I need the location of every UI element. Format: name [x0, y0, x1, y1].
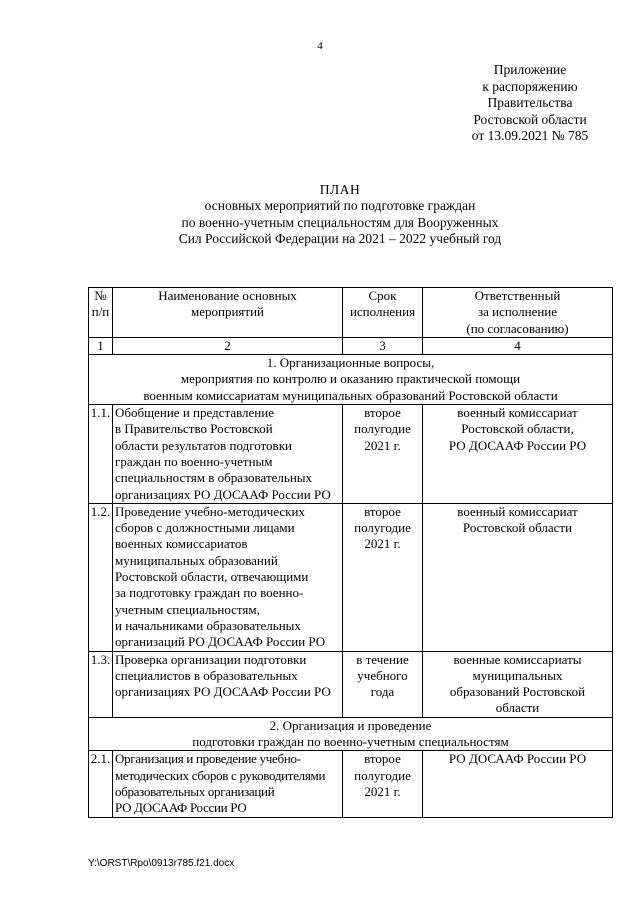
- section-row: [89, 355, 613, 405]
- section-1-title: [89, 355, 613, 405]
- row-name-line: организаций РО ДОСААФ России РО: [115, 634, 326, 650]
- column-number: 3: [343, 337, 423, 354]
- row-responsible-line: образований Ростовской: [449, 684, 586, 700]
- row-name-line: учетным специальностям,: [115, 601, 260, 617]
- row-term: [343, 651, 423, 717]
- row-number: 1.2.: [89, 503, 113, 651]
- plan-subtitle-line: основных мероприятий по подготовке граждан: [204, 198, 476, 214]
- plan-heading: [40, 182, 640, 247]
- table-row: [89, 503, 613, 651]
- header-text: мероприятий: [191, 304, 264, 320]
- header-num: [89, 288, 113, 338]
- appendix-line: Правительства: [487, 95, 573, 110]
- row-name: [113, 405, 343, 504]
- row-name: [113, 651, 343, 717]
- row-term-line: второе: [364, 405, 401, 421]
- plan-subtitle-line: Сил Российской Федерации на 2021 – 2022 учебный год: [178, 230, 502, 246]
- row-term-line: 2021 г.: [364, 437, 401, 453]
- row-number: 1.1.: [89, 405, 113, 504]
- row-term-line: второе: [364, 503, 401, 519]
- row-name: [113, 503, 343, 651]
- row-term-line: учебного: [357, 667, 408, 683]
- row-name-line: военных комиссариатов: [115, 536, 248, 552]
- appendix-line: Ростовской области: [473, 111, 587, 127]
- header-name: [113, 288, 343, 338]
- row-term: [343, 751, 423, 817]
- row-responsible-line: области: [495, 700, 540, 716]
- row-term-line: полугодие: [354, 767, 411, 783]
- section-row: [89, 717, 613, 751]
- plan-subtitle-line: по военно-учетным специальностям для Вооруженных: [181, 214, 499, 230]
- column-number-row: [89, 337, 613, 354]
- row-name-line: Ростовской области, отвечающими: [115, 569, 309, 585]
- row-responsible-line: муниципальных: [472, 667, 563, 683]
- row-name-line: муниципальных образований: [115, 552, 278, 568]
- row-term-line: полугодие: [354, 421, 411, 437]
- row-responsible: [423, 503, 613, 651]
- row-number: 2.1.: [89, 751, 113, 817]
- row-name-line: специальностям в образовательных: [115, 470, 313, 486]
- row-term: [343, 503, 423, 651]
- section-line: 1. Организационные вопросы,: [266, 355, 435, 371]
- row-responsible: [423, 751, 613, 817]
- row-name-line: Проведение учебно-методических: [115, 503, 305, 519]
- header-text: Ответственный: [474, 288, 561, 303]
- row-name-line: граждан по военно-учетным: [115, 453, 273, 469]
- header-responsible: [423, 288, 613, 338]
- table-row: [89, 751, 613, 817]
- table-row: [89, 651, 613, 717]
- row-name-line: Организация и проведение учебно-: [115, 751, 301, 767]
- header-text: Наименование основных: [158, 288, 297, 303]
- row-responsible-line: Ростовской области,: [461, 421, 574, 437]
- appendix-line: Приложение: [493, 62, 567, 77]
- row-name-line: РО ДОСААФ России РО: [115, 800, 247, 816]
- row-number: 1.3.: [89, 651, 113, 717]
- row-name-line: сборов с должностными лицами: [115, 520, 295, 536]
- header-text: №: [94, 288, 107, 303]
- row-responsible-line: военный комиссариат: [457, 503, 578, 519]
- row-name-line: и начальниками образовательных: [115, 617, 301, 633]
- section-line: 2. Организация и проведение: [269, 717, 432, 733]
- row-name-line: за подготовку граждан по военно-: [115, 585, 304, 601]
- header-text: исполнения: [349, 304, 416, 320]
- section-2-title: [89, 717, 613, 751]
- header-text: п/п: [91, 304, 110, 320]
- appendix-line: от 13.09.2021 № 785: [471, 128, 589, 143]
- row-name-line: Проверка организации подготовки: [115, 651, 307, 667]
- column-number: 1: [89, 337, 113, 354]
- row-responsible-line: военные комиссариаты: [453, 651, 582, 667]
- page-number: 4: [317, 40, 323, 52]
- row-responsible-line: военный комиссариат: [457, 405, 578, 421]
- row-responsible-line: РО ДОСААФ России РО: [448, 437, 587, 453]
- header-term: [343, 288, 423, 338]
- appendix-block: [430, 62, 630, 145]
- appendix-line: к распоряжению: [482, 78, 578, 94]
- header-row: [89, 288, 613, 338]
- header-text: за исполнение: [477, 304, 558, 320]
- row-name-line: Обобщение и представление: [115, 405, 274, 421]
- section-line: подготовки граждан по военно-учетным специальностям: [192, 734, 509, 750]
- footer-file-path: Y:\ORST\Rpo\0913r785.f21.docx: [88, 858, 235, 869]
- section-line: мероприятия по контролю и оказанию практической помощи: [180, 371, 521, 387]
- row-name-line: специалистов в образовательных: [115, 667, 298, 683]
- row-responsible-line: Ростовской области: [462, 520, 573, 536]
- row-name-line: методических сборов с руководителями: [115, 767, 326, 783]
- section-line: военным комиссариатам муниципальных образований Ростовской области: [143, 387, 558, 403]
- table-row: [89, 405, 613, 504]
- header-text: (по согласованию): [466, 320, 569, 336]
- row-name-line: образовательных организаций: [115, 783, 275, 799]
- plan-title: ПЛАН: [319, 182, 361, 197]
- row-term-line: в течение: [356, 651, 409, 667]
- row-responsible: [423, 651, 613, 717]
- row-name: [113, 751, 343, 817]
- row-term-line: 2021 г.: [364, 536, 401, 552]
- row-responsible-line: РО ДОСААФ России РО: [448, 751, 587, 767]
- plan-table: [88, 287, 613, 818]
- row-term-line: полугодие: [354, 520, 411, 536]
- row-name-line: организациях РО ДОСААФ России РО: [115, 684, 331, 700]
- column-number: 2: [113, 337, 343, 354]
- row-term-line: года: [370, 684, 395, 700]
- row-term-line: 2021 г.: [364, 783, 401, 799]
- column-number: 4: [423, 337, 613, 354]
- row-name-line: области результатов подготовки: [115, 437, 292, 453]
- row-name-line: в Правительство Ростовской: [115, 421, 273, 437]
- row-term: [343, 405, 423, 504]
- row-responsible: [423, 405, 613, 504]
- row-term-line: второе: [364, 751, 401, 767]
- row-name-line: организациях РО ДОСААФ России РО: [115, 486, 331, 502]
- header-text: Срок: [368, 288, 397, 303]
